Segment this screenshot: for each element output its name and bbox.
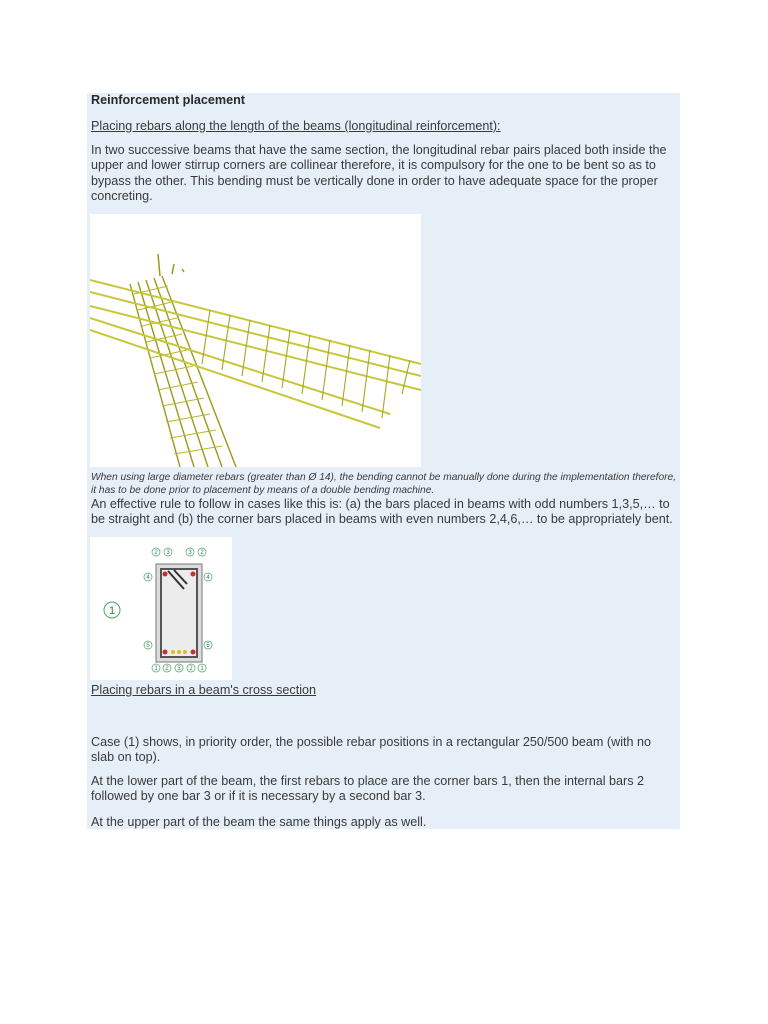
- svg-text:3: 3: [166, 550, 170, 556]
- paragraph-case: Case (1) shows, in priority order, the possible rebar positions in a rectangular 250/500 beam (with no slab on top).: [91, 735, 652, 765]
- svg-text:5: 5: [206, 643, 210, 649]
- svg-text:5: 5: [146, 643, 150, 649]
- svg-text:1: 1: [154, 666, 158, 672]
- paragraph-lower: At the lower part of the beam, the first rebars to place are the corner bars 1, then the internal bars 2 followed by one bar 3 or if it is necessary by a second bar 3.: [91, 774, 645, 804]
- paragraph-intro: In two successive beams that have the same section, the longitudinal rebar pairs placed both inside the upper and lower stirrup corners are collinear therefore, it is compulsory for the one to be bent so as to bypass the other. This bending must be vertically done in order to have adequate space for the proper concreting.: [91, 143, 667, 204]
- column-cage: [130, 276, 236, 467]
- svg-text:2: 2: [189, 666, 193, 672]
- case-label: 1: [108, 605, 116, 617]
- paragraph-rule: An effective rule to follow in cases like this is: (a) the bars placed in beams with odd numbers 1,3,5,… to be straight and (b) the corner bars placed in beams with even numbers 2,4,6,… to be appropriately bent.: [91, 497, 673, 527]
- svg-text:1: 1: [200, 666, 204, 672]
- cross-section-figure: [90, 537, 232, 680]
- svg-text:2: 2: [200, 550, 204, 556]
- bottom-labels: [152, 664, 206, 672]
- beam-cage: [90, 280, 421, 428]
- svg-text:3: 3: [188, 550, 192, 556]
- svg-text:2: 2: [154, 550, 158, 556]
- figure-caption: When using large diameter rebars (greater than Ø 14), the bending cannot be manually done during the implementation therefore, it has to be done prior to placement by means of a double bending machine.: [91, 472, 677, 496]
- svg-text:3: 3: [177, 666, 181, 672]
- rebar-cage-figure: [90, 214, 421, 467]
- svg-text:2: 2: [165, 666, 169, 672]
- section-heading: Reinforcement placement: [91, 93, 245, 107]
- subheading-longitudinal: Placing rebars along the length of the beams (longitudinal reinforcement):: [91, 119, 501, 133]
- svg-text:4: 4: [146, 575, 150, 581]
- svg-text:4: 4: [206, 575, 210, 581]
- top-labels: [152, 548, 206, 556]
- vertical-bars: [158, 254, 184, 276]
- paragraph-upper: At the upper part of the beam the same things apply as well.: [91, 815, 427, 829]
- subheading-cross-section: Placing rebars in a beam's cross section: [91, 683, 316, 697]
